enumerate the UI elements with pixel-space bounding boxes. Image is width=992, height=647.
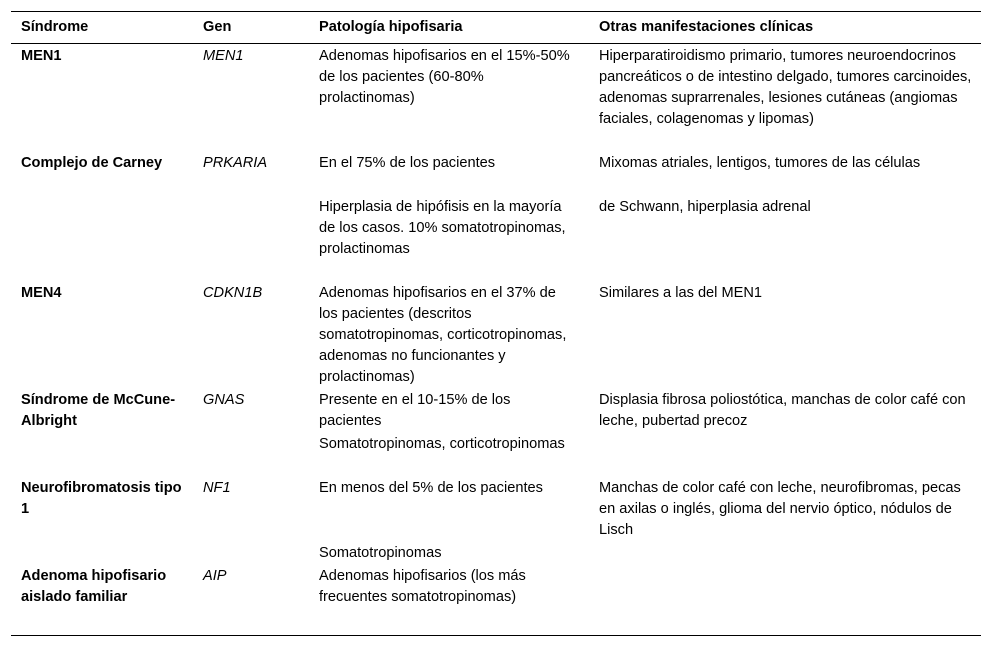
row-aip-gene: AIP — [203, 568, 227, 584]
header-other-manifestations: Otras manifestaciones clínicas — [599, 19, 814, 35]
row-mccune-other: Displasia fibrosa poliostótica, manchas de color café con leche, pubertad precoz — [599, 392, 966, 429]
row-nf1-pituitary-2: Somatotropinomas — [319, 545, 442, 561]
row-nf1-gene: NF1 — [203, 480, 231, 496]
row-nf1-syndrome: Neurofibromatosis tipo 1 — [21, 480, 182, 517]
row-aip-syndrome: Adenoma hipofisario aislado familiar — [21, 568, 167, 605]
header-gene: Gen — [203, 19, 232, 35]
row-mccune-pituitary-2: Somatotropinomas, corticotropinomas — [319, 436, 565, 452]
row-men4-other: Similares a las del MEN1 — [599, 285, 763, 301]
row-carney-pituitary-2: Hiperplasia de hipófisis en la mayoría de los casos. 10% somatotropinomas, prolactinomas — [319, 199, 566, 257]
syndromes-table — [11, 11, 981, 636]
row-nf1-pituitary-1: En menos del 5% de los pacientes — [319, 480, 543, 496]
row-aip-pituitary: Adenomas hipofisarios (los más frecuentes somatotropinomas) — [319, 568, 526, 605]
row-carney-other-2: de Schwann, hiperplasia adrenal — [599, 199, 811, 215]
row-mccune-syndrome: Síndrome de McCune-Albright — [21, 392, 176, 429]
header-pituitary-pathology: Patología hipofisaria — [319, 19, 463, 35]
header-syndrome: Síndrome — [21, 19, 89, 35]
row-carney-pituitary-1: En el 75% de los pacientes — [319, 155, 496, 171]
row-men1-syndrome: MEN1 — [21, 48, 62, 64]
row-carney-other-1: Mixomas atriales, lentigos, tumores de las células — [599, 155, 921, 171]
row-men1-gene: MEN1 — [203, 48, 244, 64]
row-men1-other: Hiperparatiroidismo primario, tumores neuroendocrinos pancreáticos o de intestino delgado, tumores carcinoides, adenomas suprarrenales, lesiones cutáneas (angiomas faciales, colagenomas y lipomas) — [599, 48, 972, 127]
row-men1-pituitary: Adenomas hipofisarios en el 15%-50% de los pacientes (60-80% prolactinomas) — [319, 48, 570, 106]
row-men4-pituitary: Adenomas hipofisarios en el 37% de los pacientes (descritos somatotropinomas, corticotropinomas, adenomas no funcionantes y prolactinomas) — [319, 285, 567, 385]
table-top-rule — [11, 11, 981, 12]
row-mccune-pituitary-1: Presente en el 10-15% de los pacientes — [319, 392, 511, 429]
table-bottom-rule — [11, 635, 981, 636]
row-men4-syndrome: MEN4 — [21, 285, 62, 301]
row-carney-gene: PRKARIA — [203, 155, 268, 171]
row-mccune-gene: GNAS — [203, 392, 245, 408]
table-header-rule — [11, 43, 981, 44]
row-nf1-other: Manchas de color café con leche, neurofibromas, pecas en axilas o inglés, glioma del nervio óptico, nódulos de Lisch — [599, 480, 961, 538]
row-men4-gene: CDKN1B — [203, 285, 263, 301]
row-carney-syndrome: Complejo de Carney — [21, 155, 163, 171]
